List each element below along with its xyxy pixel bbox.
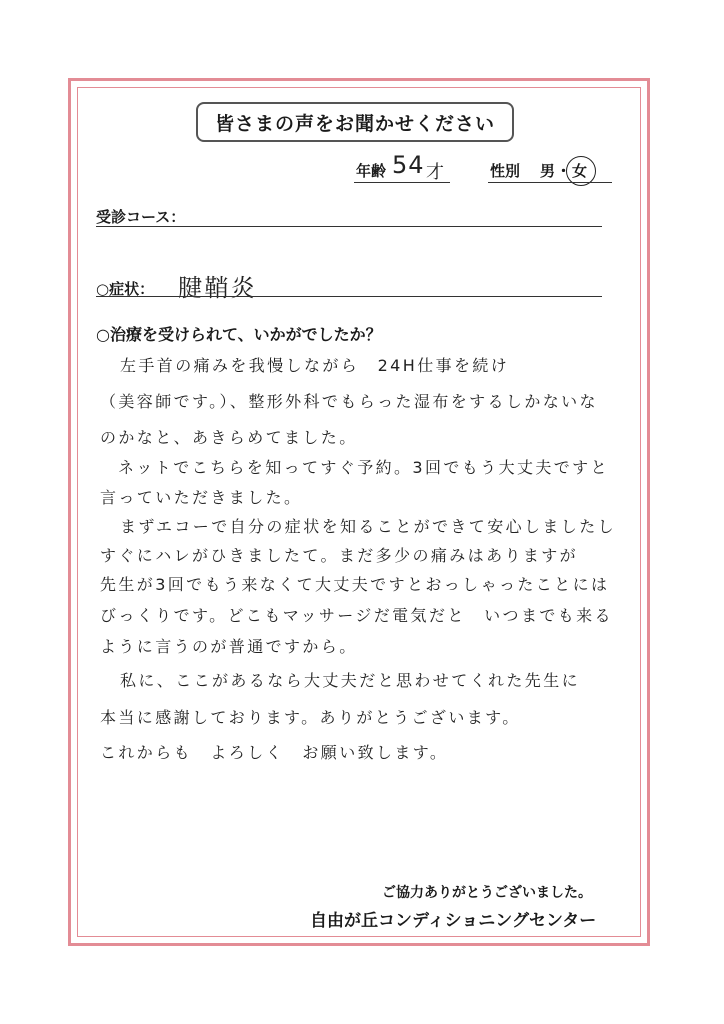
footer-thanks: ご協力ありがとうございました。	[382, 885, 592, 901]
answer-line: ように言うのが普通ですから。	[100, 637, 358, 656]
answer-line: 私に、ここがあるなら大丈夫だと思わせてくれた先生に	[120, 671, 581, 690]
question-label: ○治療を受けられて、いかがでしたか？	[96, 325, 382, 344]
age-label: 年齢	[356, 162, 387, 180]
gender-separator: ・	[556, 162, 572, 180]
age-value: 54	[392, 151, 425, 179]
survey-title: 皆さまの声をお聞かせください	[196, 102, 514, 142]
answer-line: 本当に感謝しております。ありがとうございます。	[100, 708, 521, 727]
answer-line: （美容師です。）、整形外科でもらった湿布をするしかないな	[100, 392, 598, 411]
answer-line: これからも よろしく お願い致します。	[100, 743, 449, 762]
symptom-value: 腱鞘炎	[178, 274, 258, 302]
age-underline	[354, 182, 450, 183]
symptom-label: ○症状：	[96, 280, 155, 298]
answer-line: まずエコーで自分の症状を知ることができて安心しましたし	[120, 517, 617, 536]
answer-line: 左手首の痛みを我慢しながら 24H仕事を続け	[120, 356, 510, 375]
age-unit: 才	[426, 162, 447, 183]
answer-line: 言っていただきました。	[100, 488, 303, 507]
answer-line: すぐにハレがひきましたて。まだ多少の痛みはありますが	[100, 546, 579, 565]
gender-underline	[488, 182, 612, 183]
answer-line: のかなと、あきらめてました。	[100, 428, 358, 447]
answer-line: 先生が3回でもう来なくて大丈夫ですとおっしゃったことには	[100, 575, 610, 594]
answer-line: びっくりです。どこもマッサージだ電気だと いつまでも来る	[100, 606, 613, 625]
symptom-underline	[96, 296, 602, 297]
answer-line: ネットでこちらを知ってすぐ予約。3回でもう大丈夫ですと	[118, 458, 609, 477]
gender-label: 性別	[490, 162, 521, 180]
footer-center-name: 自由が丘コンディショニングセンター	[310, 911, 597, 931]
gender-female: 女	[572, 162, 588, 180]
course-underline	[96, 226, 602, 227]
gender-male: 男	[540, 162, 556, 180]
course-label: 受診コース：	[96, 208, 186, 226]
